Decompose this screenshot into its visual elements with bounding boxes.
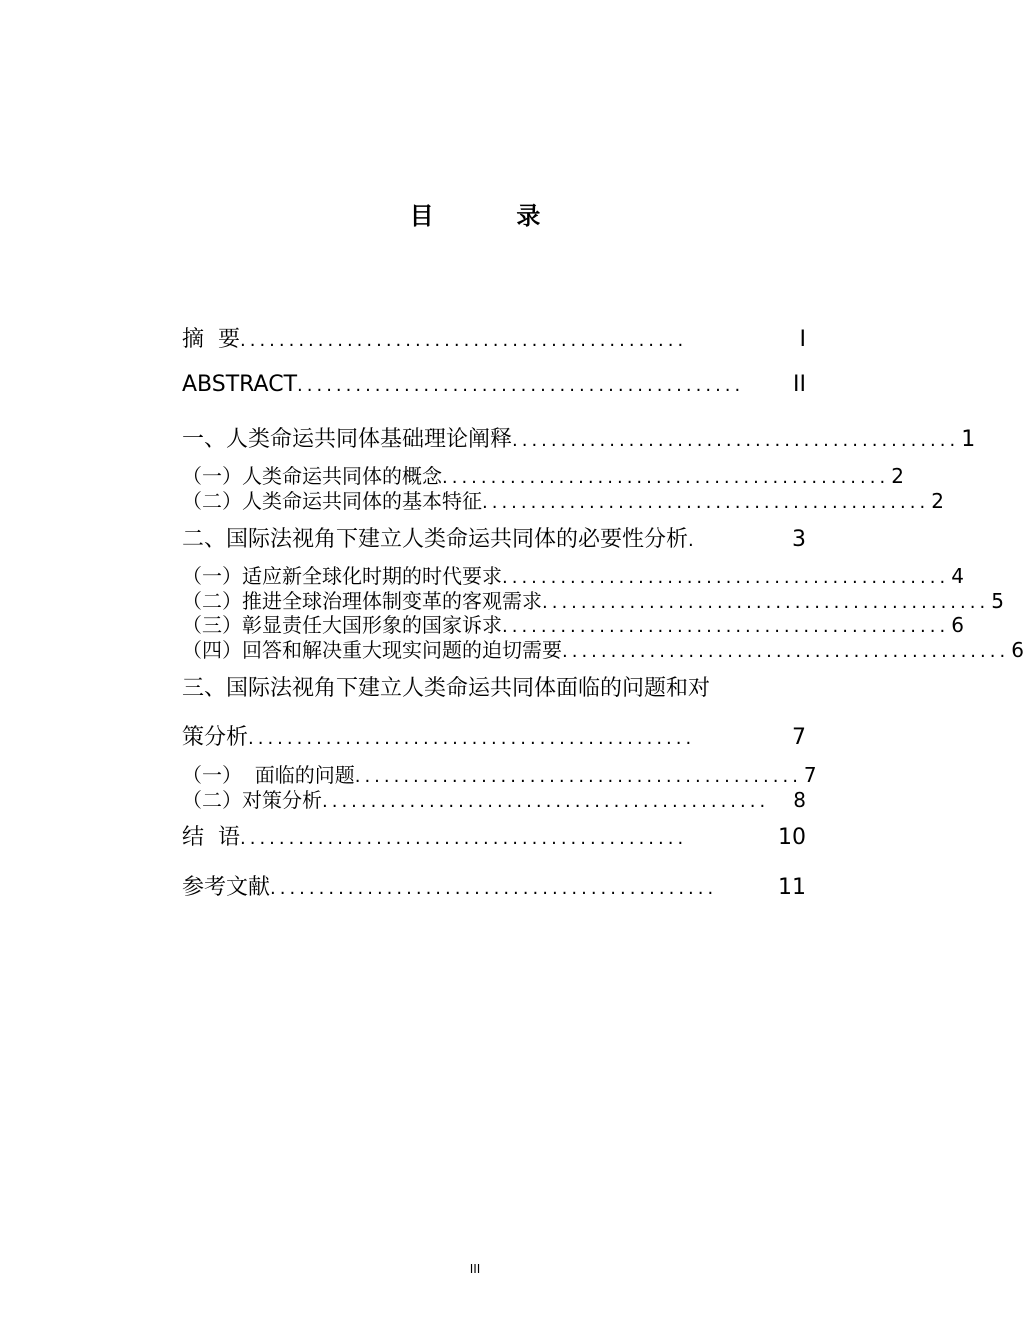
toc-leader-dots: .............................................. (562, 641, 1010, 662)
toc-leader-dots: .............................................. (354, 766, 802, 787)
toc-entry-section-2-4[interactable] (182, 634, 1024, 664)
toc-leader-dots: . (688, 530, 698, 551)
toc-label: （一） 面临的问题 (182, 763, 355, 787)
toc-leader-dots: .............................................. (442, 467, 890, 488)
toc-page-number: 6 (1011, 638, 1024, 662)
toc-label: 摘 要 (182, 327, 240, 352)
toc-leader-dots: .............................................. (512, 430, 960, 451)
toc-leader-dots: .............................................. (270, 878, 718, 899)
toc-label: （一）人类命运共同体的概念 (182, 464, 442, 488)
toc-page-number: 11 (778, 875, 806, 900)
toc-label: 结 语 (182, 825, 240, 850)
toc-entry-section-3-2[interactable] (182, 784, 806, 814)
toc-entry-chapter-3[interactable] (182, 720, 806, 750)
toc-label: 参考文献 (182, 875, 271, 900)
toc-page-number: 6 (951, 613, 964, 637)
toc-page-number: II (793, 372, 806, 397)
toc-entry-conclusion[interactable] (182, 820, 806, 850)
toc-page-number: 1 (961, 427, 976, 452)
toc-page-number: 7 (792, 725, 806, 750)
toc-leader-dots: .............................................. (248, 728, 696, 749)
toc-entry-chapter-2[interactable] (182, 522, 806, 552)
toc-label: （一）适应新全球化时期的时代要求 (182, 564, 502, 588)
toc-entry-chapter-3-line1[interactable]: 三、国际法视角下建立人类命运共同体面临的问题和对 (182, 676, 711, 701)
toc-leader-dots: .............................................. (502, 616, 950, 637)
toc-page-number: 4 (951, 564, 964, 588)
toc-label: （二）人类命运共同体的基本特征 (182, 489, 482, 513)
toc-page-number: 5 (991, 589, 1004, 613)
toc-label: （二）对策分析 (182, 788, 322, 812)
toc-entry-chapter-1[interactable] (182, 422, 976, 452)
toc-leader-dots: .............................................. (240, 330, 688, 351)
toc-entry-abstract-cn[interactable] (182, 322, 806, 352)
toc-label: （三）彰显责任大国形象的国家诉求 (182, 613, 502, 637)
toc-label: （四）回答和解决重大现实问题的迫切需要 (182, 638, 562, 662)
toc-leader-dots: .............................................. (482, 492, 930, 513)
page-number-footer: III (469, 1262, 481, 1276)
toc-label: （二）推进全球治理体制变革的客观需求 (182, 589, 542, 613)
toc-leader-dots: .............................................. (322, 791, 770, 812)
toc-leader-dots: .............................................. (542, 592, 990, 613)
toc-label: 二、国际法视角下建立人类命运共同体的必要性分析 (182, 527, 689, 552)
toc-page-number: 10 (778, 825, 806, 850)
toc-leader-dots: .............................................. (502, 567, 950, 588)
toc-label: 一、人类命运共同体基础理论阐释 (182, 427, 513, 452)
page-title: 目 录 (409, 202, 563, 230)
toc-leader-dots: .............................................. (240, 828, 688, 849)
toc-page-number: I (799, 327, 806, 352)
toc-page-number: 2 (931, 489, 944, 513)
toc-label: ABSTRACT (182, 372, 298, 397)
toc-page-number: 2 (891, 464, 904, 488)
toc-page-number: 3 (792, 527, 806, 552)
toc-page-number: 8 (793, 788, 806, 812)
toc-entry-section-1-2[interactable] (182, 485, 944, 515)
toc-leader-dots: .............................................. (297, 375, 745, 396)
toc-page-number: 7 (803, 763, 817, 787)
toc-entry-abstract-en[interactable] (182, 372, 806, 402)
toc-label: 策分析 (182, 725, 249, 750)
toc-entry-references[interactable] (182, 870, 806, 900)
